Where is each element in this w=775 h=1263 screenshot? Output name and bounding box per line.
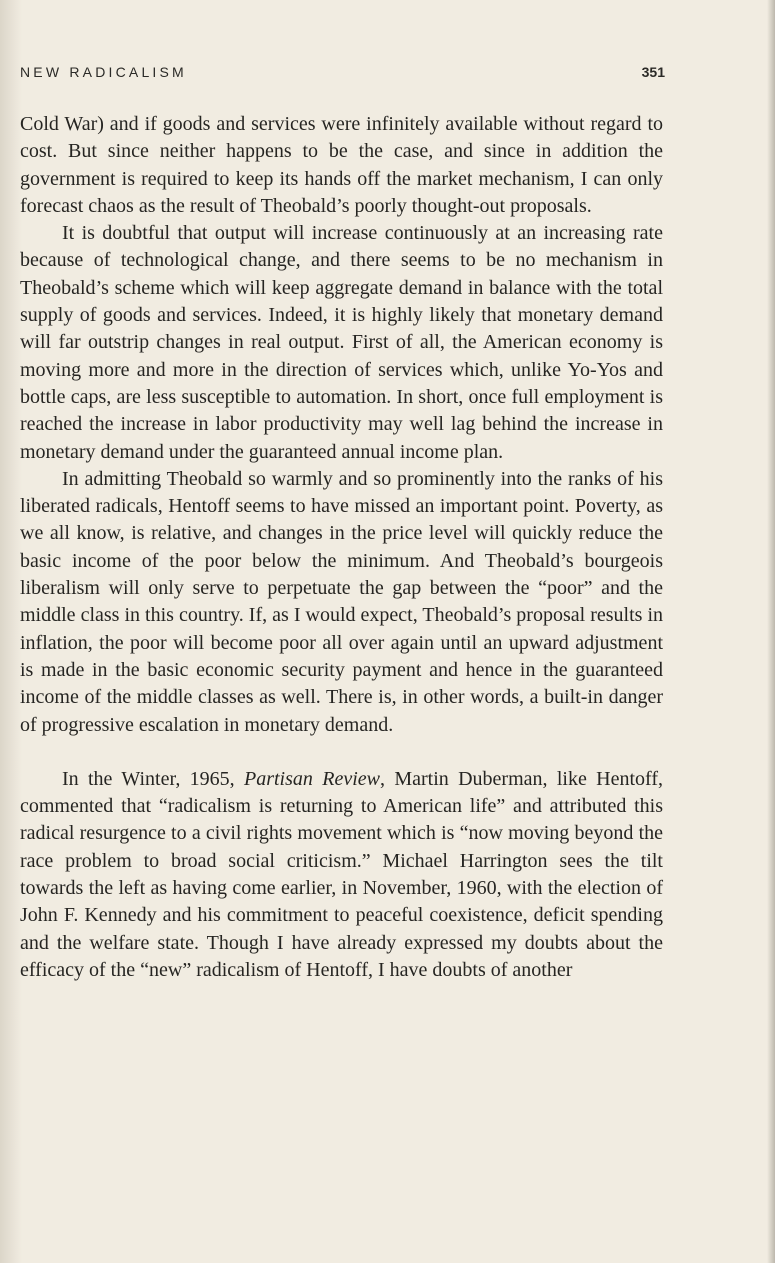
paragraph-1: Cold War) and if goods and services were infinitely available without regard to cost. But since neither happens to be the case, and since in addition the government is required to keep its hands off the market mechanism, I can only forecast chaos as the result of Theobald’s poorly thought-out proposals. [20,113,663,217]
paragraph-4-rest: , Martin Duberman, like Hentoff, commented that “radicalism is returning to American life” and attributed this radical resurgence to a civil rights movement which is “now moving beyond the race problem to broad social criticism.” Michael Harrington sees the tilt towards the left as having come earlier, in November, 1960, with the election of John F. Kennedy and his commitment to peaceful coexistence, deficit spending and the welfare state. Though I have already expressed my doubts about the efficacy of the “new” radicalism of Hentoff, I have doubts of another [20,767,663,981]
paragraph-4 [20,766,663,984]
running-head: NEW RADICALISM [20,64,187,80]
page-number: 351 [641,64,665,80]
page-header [20,64,665,88]
body-text [20,111,663,984]
journal-title: Partisan Review [244,767,380,790]
paragraph-2: It is doubtful that output will increase continuously at an increasing rate because of technological change, and there seems to be no mechanism in Theobald’s scheme which will keep aggregate demand in balance with the total supply of goods and services. Indeed, it is highly likely that monetary demand will far outstrip changes in real output. First of all, the American economy is moving more and more in the direction of services which, unlike Yo-Yos and bottle caps, are less susceptible to automation. In short, once full employment is reached the increase in labor productivity may well lag behind the increase in monetary demand under the guaranteed annual income plan. [20,222,663,463]
paragraph-3: In admitting Theobald so warmly and so prominently into the ranks of his liberated radicals, Hentoff seems to have missed an important point. Poverty, as we all know, is relative, and changes in the price level will quickly reduce the basic income of the poor below the minimum. And Theobald’s bourgeois liberalism will only serve to perpetuate the gap between the “poor” and the middle class in this country. If, as I would expect, Theobald’s proposal results in inflation, the poor will become poor all over again until an upward adjustment is made in the basic economic security payment and hence in the guaranteed income of the middle classes as well. There is, in other words, a built-in danger of progressive escalation in monetary demand. [20,467,663,736]
paragraph-4-lead: In the Winter, 1965, [62,767,244,790]
